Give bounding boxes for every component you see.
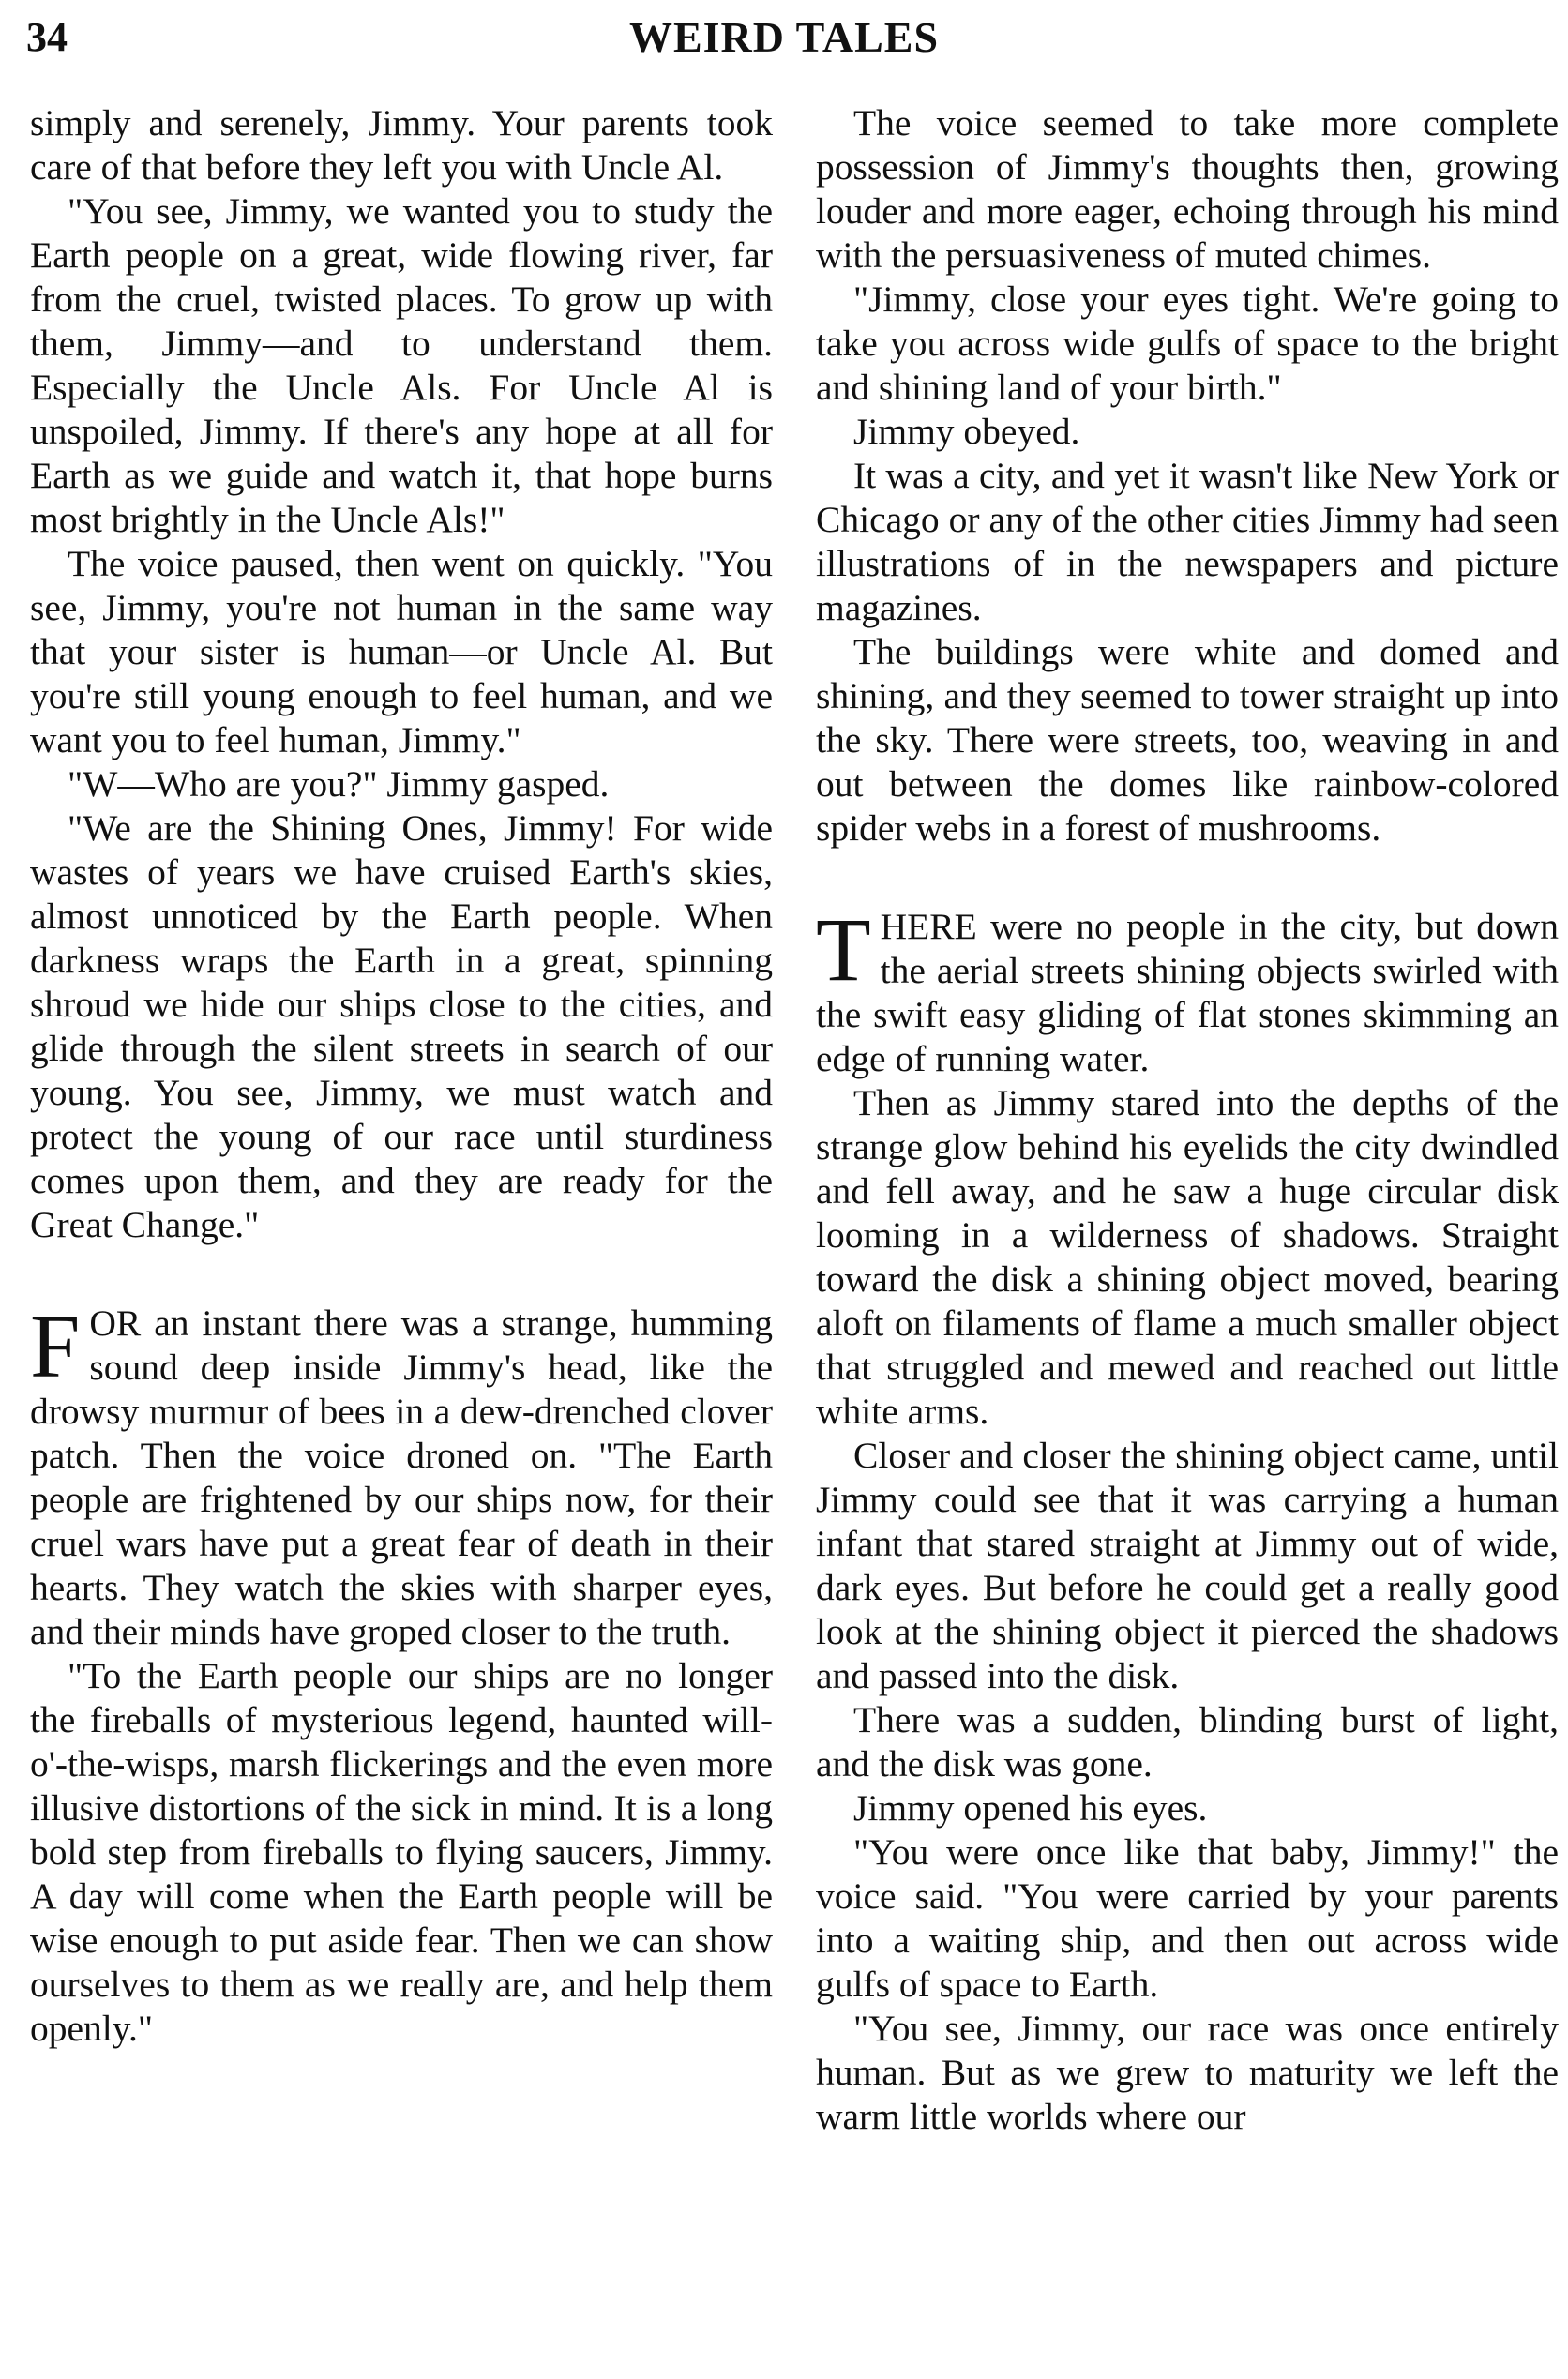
right-column bbox=[816, 101, 1559, 2139]
paragraph: "W—Who are you?" Jimmy gasped. bbox=[68, 763, 610, 805]
paragraph-text: OR an instant there was a strange, humming sound deep inside Jimmy's head, like the drowsy murmur of bees in a dew-drenched clover patch. Then the voice droned on. "The Earth people are frightened by our ships now, for their cruel wars have put a great fear of death in their hearts. They watch the skies with sharper eyes, and their minds have groped closer to the truth. bbox=[30, 1302, 773, 1652]
paragraph: Closer and closer the shining object came, until Jimmy could see that it was carrying a human infant that stared straight at Jimmy out of wide, dark eyes. But before he could get a really good look at the shining object it pierced the shadows and passed into the disk. bbox=[816, 1435, 1559, 1696]
drop-cap: T bbox=[816, 899, 871, 1000]
paragraph: "You were once like that baby, Jimmy!" the voice said. "You were carried by your parents into a waiting ship, and then out across wide gulfs of space to Earth. bbox=[816, 1831, 1559, 2005]
paragraph: simply and serenely, Jimmy. Your parents took care of that before they left you with Uncle Al. bbox=[30, 102, 773, 188]
paragraph: The buildings were white and domed and shining, and they seemed to tower straight up into the sky. There were streets, too, weaving in and out between the domes like rainbow-colored spider webs in a forest of mushrooms. bbox=[816, 631, 1559, 849]
paragraph: Jimmy opened his eyes. bbox=[853, 1787, 1208, 1829]
left-column bbox=[30, 101, 773, 2051]
page-header bbox=[26, 8, 1542, 68]
paragraph-text: HERE were no people in the city, but down the aerial streets shining objects swirled with the swift easy gliding of flat stones skimming an edge of running water. bbox=[816, 906, 1559, 1079]
paragraph: The voice paused, then went on quickly. "You see, Jimmy, you're not human in the same way that your sister is human—or Uncle Al. But you're still young enough to feel human, and we want you to feel human, Jimmy." bbox=[30, 543, 773, 760]
paragraph: It was a city, and yet it wasn't like New York or Chicago or any of the other cities Jimmy had seen illustrations of in the newspapers and picture magazines. bbox=[816, 455, 1559, 628]
paragraph: "To the Earth people our ships are no longer the fireballs of mysterious legend, haunted will-o'-the-wisps, marsh flickerings and the even more illusive distortions of the sick in mind. It is a long bold step from fireballs to flying saucers, Jimmy. A day will come when the Earth people will be wise enough to put aside fear. Then we can show ourselves to them as we really are, and help them openly." bbox=[30, 1655, 773, 2049]
section-start-paragraph bbox=[816, 899, 1559, 1081]
paragraph: "We are the Shining Ones, Jimmy! For wide wastes of years we have cruised Earth's skies, almost unnoticed by the Earth people. When darkness wraps the Earth in a great, spinning shroud we hide our ships close to the cities, and glide through the silent streets in search of our young. You see, Jimmy, we must watch and protect the young of our race until sturdiness comes upon them, and they are ready for the Great Change." bbox=[30, 807, 773, 1245]
paragraph: There was a sudden, blinding burst of light, and the disk was gone. bbox=[816, 1699, 1559, 1784]
paragraph: The voice seemed to take more complete possession of Jimmy's thoughts then, growing louder and more eager, echoing through his mind with the persuasiveness of muted chimes. bbox=[816, 102, 1559, 276]
page-number: 34 bbox=[26, 14, 68, 60]
paragraph: "You see, Jimmy, our race was once entirely human. But as we grew to maturity we left the warm little worlds where our bbox=[816, 2008, 1559, 2137]
paragraph: Jimmy obeyed. bbox=[853, 411, 1080, 452]
section-start-paragraph bbox=[30, 1296, 773, 1654]
paragraph: Then as Jimmy stared into the depths of the strange glow behind his eyelids the city dwindled and fell away, and he saw a huge circular disk looming in a wilderness of shadows. Straight toward the disk a shining object moved, bearing aloft on filaments of flame a much smaller object that struggled and mewed and reached out little white arms. bbox=[816, 1082, 1559, 1432]
drop-cap: F bbox=[30, 1296, 81, 1396]
paragraph: "You see, Jimmy, we wanted you to study the Earth people on a great, wide flowing river, far from the cruel, twisted places. To grow up with them, Jimmy—and to understand them. Especially the Uncle Als. For Uncle Al is unspoiled, Jimmy. If there's any hope at all for Earth as we guide and watch it, that hope burns most brightly in the Uncle Als!" bbox=[30, 190, 773, 540]
magazine-title: WEIRD TALES bbox=[628, 13, 940, 61]
paragraph: "Jimmy, close your eyes tight. We're going to take you across wide gulfs of space to the bright and shining land of your birth." bbox=[816, 279, 1559, 408]
